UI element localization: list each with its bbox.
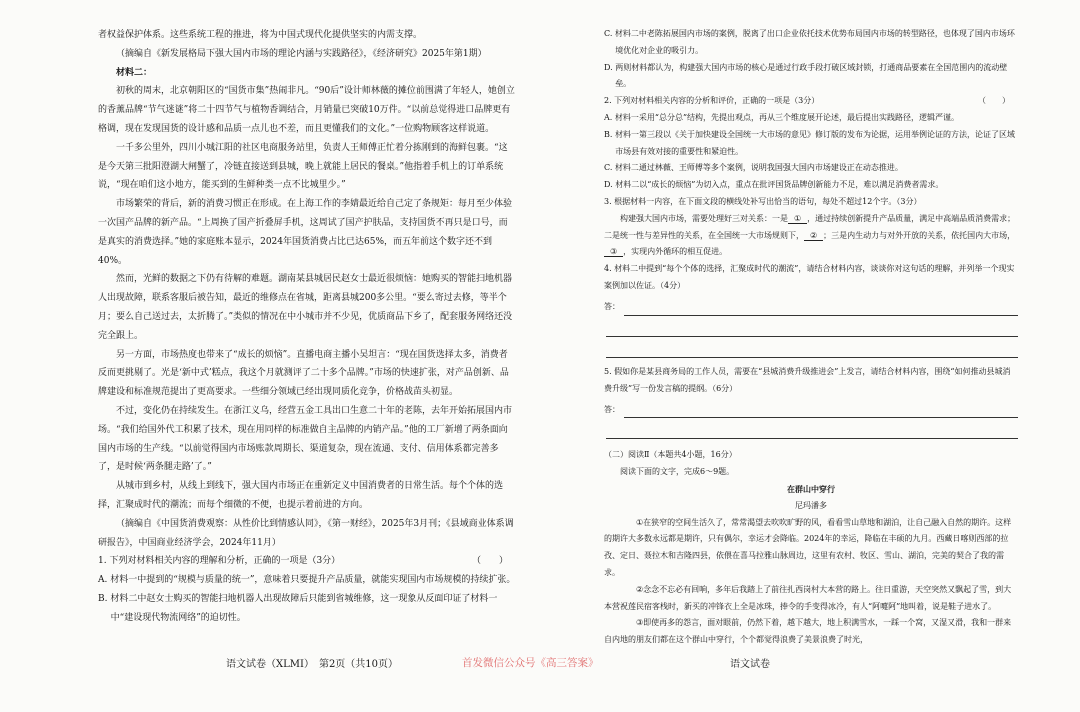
watermark: 首发微信公众号《高三答案》 (462, 657, 599, 669)
paragraph-number: ② (636, 584, 644, 594)
question-3-stem: 3. 根据材料一内容，在下面文段的横线处补写出恰当的语句，每处不超过12个字。（3分） (604, 196, 922, 206)
right-page (604, 26, 1018, 649)
paragraph: 市场繁荣的背后，新的消费习惯正在形成。在上海工作的李婧最近给自己定了条规矩：每月至少体验一次国产品牌的新产品。“上周换了国产折叠屏手机，这周试了国产护肤品，支持国货不再只是口号，而是真实的消费选择。”她的家庭账本显示，2024年国货消费占比已达65%，而五年前这个数字还不到40%。 (98, 199, 513, 266)
blank-3[interactable]: ③ (604, 247, 623, 257)
answer-paren[interactable]: （ ） (978, 96, 1010, 106)
story-paragraph: ②念念不忘必有回响，多年后我踏上了前往扎西岗村大本营的路上。往日重游，天空突然又飘起了雪，到大本营祝莲民宿客栈时，新买的冲锋衣上全是冰珠，捧令的手变得冰冷，有人“阿嚏阿”地叫着，说是鞋子进水了。 (604, 582, 1018, 616)
page-footer-right: 语文试卷 (730, 659, 770, 670)
material-heading: 材料二： (116, 67, 153, 78)
story-paragraph: ①在狭窄的空间生活久了，常常渴望去吹吹旷野的风，看看雪山草地和湖泊，让自己融入自然的期许。这样的期许大多数永远都是期许，只有偶尔，幸运才会降临。2024年的幸运，降临在丰硕的九月。西藏日喀则西部的拉孜、定日、聂拉木和吉隆四县，依偎在喜马拉雅山脉周边，这里有农村、牧区、雪山、湖泊，完美的契合了我的需求。 (604, 515, 1018, 582)
paragraph: 不过，变化仍在持续发生。在浙江义乌，经营五金工具出口生意二十年的老陈，去年开始拓展国内市场。“我们给国外代工积累了技术，现在用同样的标准做自主品牌的内销产品。”他的工厂新增了两条面向国内市场的生产线。“以前觉得国内市场账款周期长、渠道复杂，现在流通、支付、信用体系都完善多了，是时候‘两条腿走路’了。” (98, 405, 513, 473)
answer-line[interactable] (624, 397, 1018, 418)
story-paragraph: ③即使再多的怨言，面对眼前，仍然下着，越下越大，地上积满雪水，一踩一个窝，又湿又滑，我和一群来自内地的朋友们都在这个群山中穿行，个个都觉得浪费了美景浪费了时光， (604, 615, 1018, 649)
answer-line[interactable] (606, 418, 1018, 439)
answer-paren[interactable]: （ ） (471, 556, 508, 567)
answer-area-4[interactable] (604, 295, 1018, 316)
q1-option-d: D. 两则材料都认为，构建强大国内市场的核心是通过行政手段打破区域封锁，打通商品要素在全国范围内的流动壁垒。 (604, 62, 1008, 89)
paragraph-number: ③ (636, 618, 644, 628)
question-4-stem: 4. 材料二中提到“每个个体的选择，汇聚成时代的潮流”，请结合材料内容，谈谈你对这句话的理解，并列举一个现实案例加以佐证。（4分） (604, 264, 1015, 290)
q1-option-c: C. 材料二中老陈拓展国内市场的案例，脱离了出口企业依托技术优势布局国内市场的转型路径，也体现了国内市场环境优化对企业的吸引力。 (604, 29, 1015, 55)
answer-line[interactable] (624, 295, 1018, 316)
source-citation: （摘编自《中国货消费观察：从性价比到情感认同》，《第一财经》，2025年3月刊；《县域商业体系调研报告》，中国商业经济学会，2024年11月） (98, 518, 514, 548)
section-title: （二）阅读Ⅱ（本题共4小题，16分） (604, 450, 737, 460)
paragraph: 一千多公里外，四川小城江阳的社区电商服务站里，负责人王师傅正忙着分拣刚到的海鲜包裹。“这是今天第三批阳澄湖大闸蟹了，冷链直接送到县城，晚上就能上居民的餐桌。”他指着手机上的订单系统说，“现在咱们这小地方，能买到的生鲜种类一点不比城里少。” (98, 142, 508, 191)
answer-label: 答： (604, 301, 620, 311)
q2-option-d: D. 材料二以“成长的烦恼”为切入点，重点在批评国货品牌创新能力不足，难以满足消费者需求。 (604, 180, 944, 190)
paragraph: 从城市到乡村，从线上到线下，强大国内市场正在重新定义中国消费者的日常生活。每个个体的选择，汇聚成时代的潮流；而每个细微的不便，也提示着前进的方向。 (98, 481, 504, 510)
paragraph-number: ① (636, 517, 644, 527)
story-title: 在群山中穿行 (787, 483, 835, 494)
answer-line[interactable] (606, 337, 1018, 358)
blank-1[interactable]: ① (788, 214, 807, 224)
q1-option-b: B. 材料二中赵女士购买的智能扫地机器人出现故障后只能到省城维修，这一现象从反面印证了材料一中“建设现代物流网络”的迫切性。 (98, 593, 498, 623)
story-author: 尼玛潘多 (795, 500, 827, 510)
source-citation: （摘编自《新发展格局下强大国内市场的理论内涵与实践路径》，《经济研究》2025年第1期） (116, 48, 487, 59)
question-2-stem: 2. 下列对材料相关内容的分析和评价，正确的一项是（3分） （ ） (604, 93, 1018, 110)
question-1-stem: 1. 下列对材料相关内容的理解和分析，正确的一项是（3分） （ ） (98, 552, 516, 571)
q2-option-a: A. 材料一采用“总分总”结构，先提出观点，再从三个维度展开论述，最后提出实践路径，逻辑严谨。 (604, 112, 960, 122)
q2-option-c: C. 材料二通过林薇、王师傅等多个案例，说明我国强大国内市场建设正在动态推进。 (604, 163, 903, 173)
answer-line[interactable] (606, 316, 1018, 337)
answer-label: 答： (604, 404, 620, 414)
left-page (98, 26, 516, 628)
blank-2[interactable]: ② (804, 231, 823, 241)
paragraph: 另一方面，市场热度也带来了“成长的烦恼”。直播电商主播小吴坦言：“现在国货选择太多，消费者反而更挑剔了。光是‘新中式’糕点，我这个月就测评了二十多个品牌。”市场的快速扩张，对产品创新、品牌建设和标准规范提出了更高要求。一些细分领域已经出现同质化竞争，价格战苗头初显。 (98, 349, 509, 398)
question-5-stem: 5. 假如你是某县商务局的工作人员，需要在“县城消费升级推进会”上发言，请结合材料内容，围绕“如何推动县城消费升级”写一份发言稿的提纲。（6分） (604, 366, 1011, 393)
answer-area-5[interactable] (604, 397, 1018, 418)
q2-option-b: B. 材料一第三段以《关于加快建设全国统一大市场的意见》修订版的发布为论据，运用举例论证的方法，论证了区域市场县有效对接的重要性和紧迫性。 (604, 129, 1015, 156)
paragraph: 初秋的周末，北京朝阳区的“国货市集”热闹非凡。“90后”设计师林薇的摊位前围满了年轻人，她创立的香薰品牌“节气迷谜”将二十四节气与植物香调结合，月销量已突破10万件。“以前总觉得进口品牌更有格调，现在发现国货的设计感和品质一点儿也不差，而且更懂我们的文化。”一位购物顾客这样说道。 (98, 86, 515, 134)
paragraph: 然而，光鲜的数据之下仍有待解的难题。湖南某县城居民赵女士最近很烦恼：她购买的智能扫地机器人出现故障，联系客服后被告知，最近的维修点在省城，距离县城200多公里。“要么寄过去修，等半个月；要么自己送过去，太折腾了。”类似的情况在中小城市并不少见，优质商品下乡了，配套服务网络还没完全跟上。 (98, 274, 513, 341)
text-line: 者权益保护体系。这些系统工程的推进，将为中国式现代化提供坚实的内需支撑。 (98, 30, 423, 40)
section-instruction: 阅读下面的文字，完成6～9题。 (620, 467, 735, 477)
page-footer-left: 语文试卷（XLMI） 第2页（共10页） (226, 659, 399, 670)
q3-fill-passage: 构建强大国内市场，需要处理好三对关系：一是 ① ，通过持续创新提升产品质量，满足中高端品质消费需求；二是统一性与差异性的关系，在全国统一大市场规则下， ② ；三是内生动力与对外开放的关系，依托国内大市场，③ ，实现内外循环的相互促进。 (604, 213, 1016, 257)
q1-option-a: A. 材料一中提到的“规模与质量的统一”，意味着只要提升产品质量，就能实现国内市场规模的持续扩张。 (98, 575, 516, 586)
